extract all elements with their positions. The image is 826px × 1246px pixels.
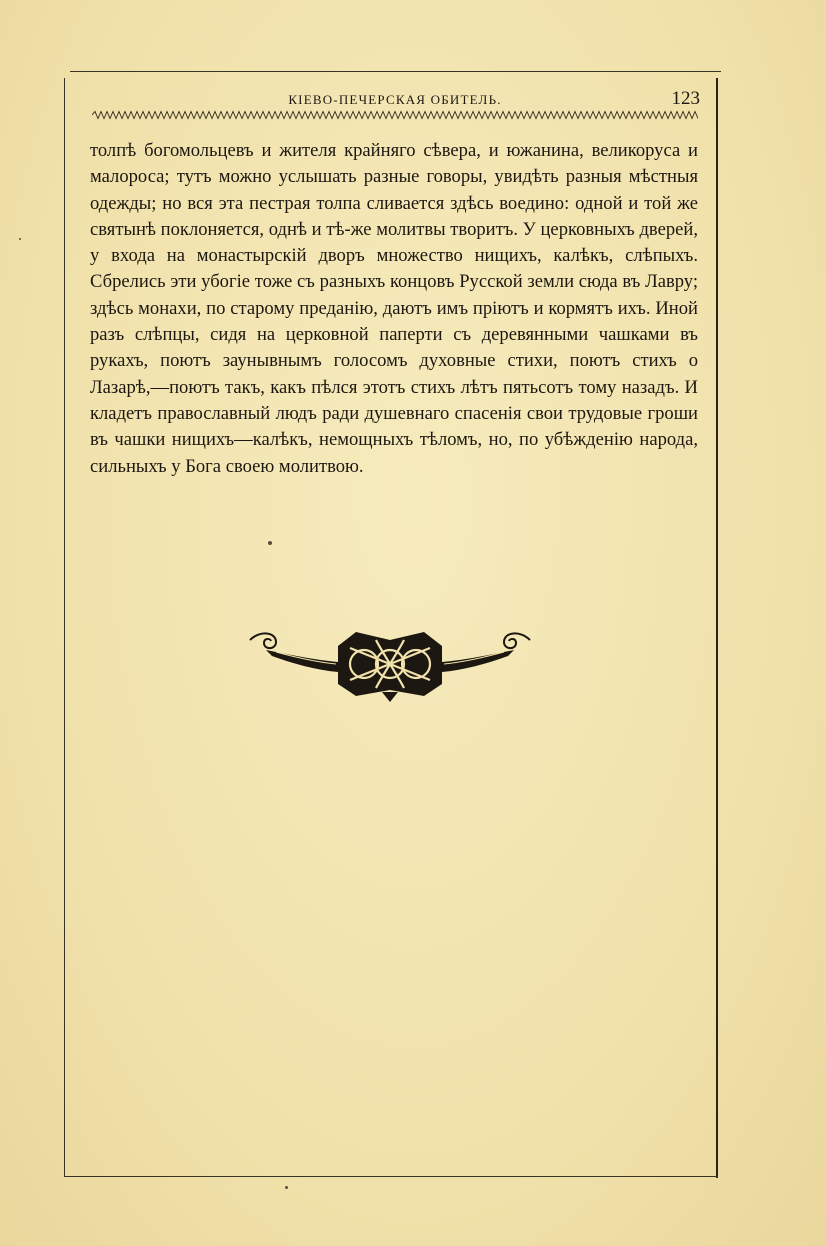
page-number: 123 bbox=[671, 88, 700, 109]
ink-speck bbox=[19, 238, 21, 240]
ink-speck bbox=[285, 1186, 288, 1189]
ink-speck bbox=[268, 541, 272, 545]
knotwork-ornament-icon bbox=[246, 626, 534, 704]
body-paragraph: толпѣ богомольцевъ и жителя крайняго сѣвера, и южанина, великоруса и малороса; тутъ можно услышать разные говоры, увидѣть разныя мѣстныя одежды; но вся эта пестрая толпа сливается здѣсь воедино: одной и той же святынѣ поклоняется, однѣ и тѣ-же молитвы творитъ. У церковныхъ дверей, у входа на монастырскій дворъ множество нищихъ, калѣкъ, слѣпыхъ. Сбрелись эти убогіе тоже съ разныхъ концовъ Русской земли сюда въ Лавру; здѣсь монахи, по старому преданію, даютъ имъ пріютъ и кормятъ ихъ. Иной разъ слѣпцы, сидя на церковной паперти съ деревянными чашками въ рукахъ, поютъ заунывнымъ голосомъ духовные стихи, поютъ стихъ о Лазарѣ,—поютъ такъ, какъ пѣлся этотъ стихъ лѣтъ пятьсотъ тому назадъ. И кладетъ православный людъ ради душевнаго спасенія свои трудовые гроши въ чашки нищихъ—калѣкъ, немощныхъ тѣломъ, но, по убѣжденію народа, сильныхъ у Бога своею молитвою. bbox=[90, 140, 698, 477]
frame-bottom-border bbox=[64, 1176, 718, 1177]
wavy-rule bbox=[92, 110, 698, 120]
frame-right-border bbox=[716, 78, 718, 1178]
frame-left-border bbox=[64, 78, 65, 1176]
frame-top-border bbox=[70, 71, 721, 72]
running-title: КІЕВО-ПЕЧЕРСКАЯ ОБИТЕЛЬ. bbox=[288, 92, 502, 107]
body-text bbox=[90, 138, 698, 480]
running-head bbox=[90, 88, 700, 112]
